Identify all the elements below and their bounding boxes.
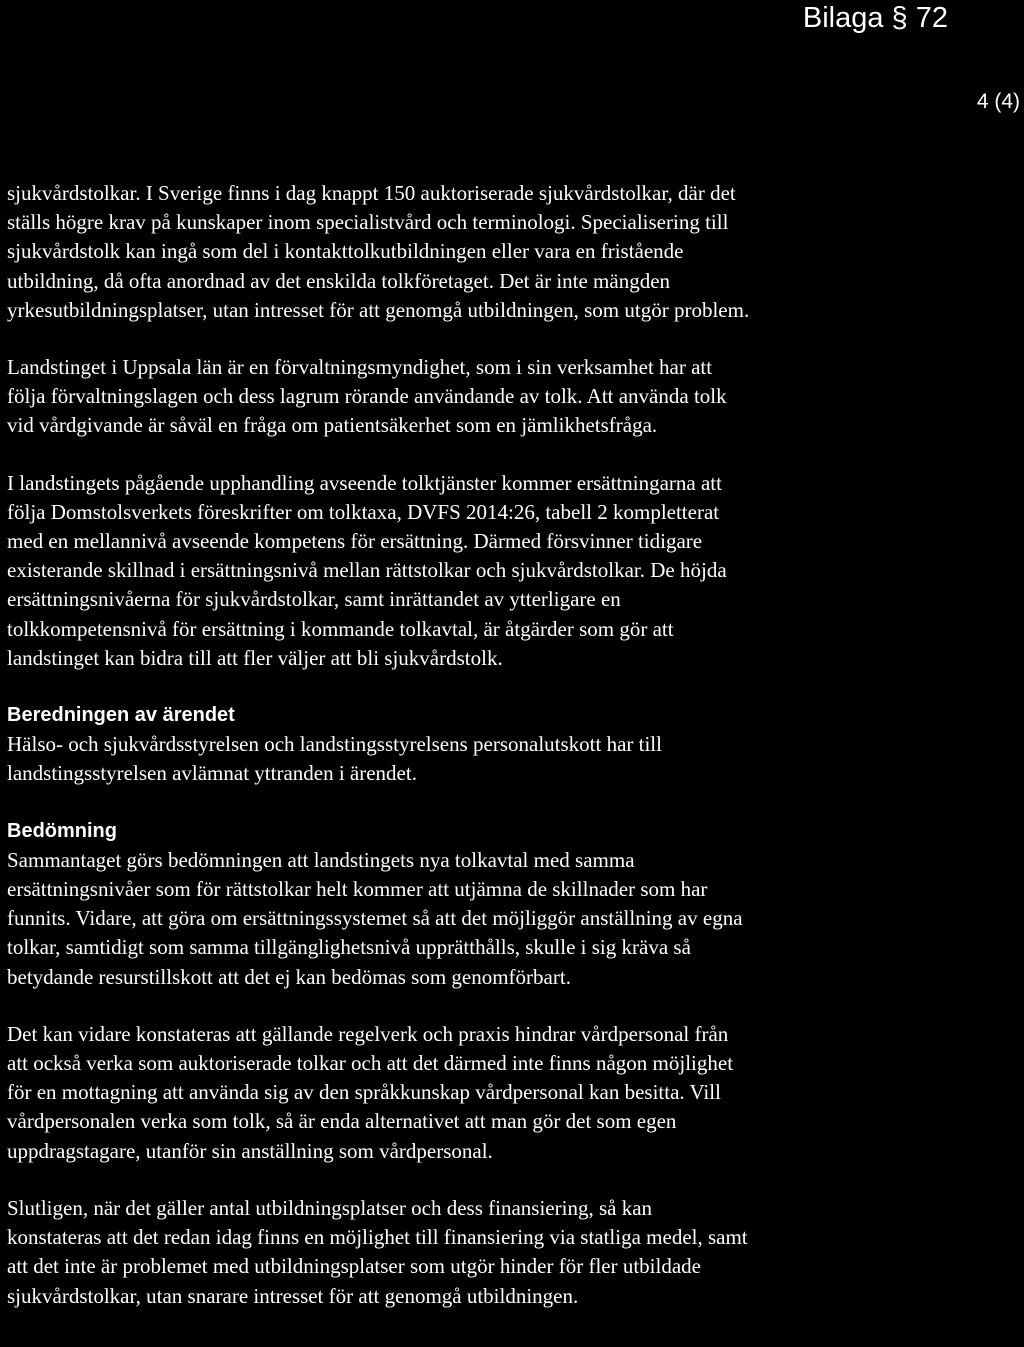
page-number: 4 (4)	[976, 90, 1020, 113]
paragraph-upphandling: I landstingets pågående upphandling avseende tolktjänster kommer ersättningarna att följa Domstolsverkets föreskrifter om tolktaxa, DVFS 2014:26, tabell 2 kompletterat med en mellannivå avseende kompetens för ersättning. Därmed försvinner tidigare existerande skillnad i ersättningsnivå mellan rättstolkar och sjukvårdstolkar. De höjda ersättningsnivåerna för sjukvårdstolkar, samt inrättandet av ytterligare en tolkkompetensnivå för ersättning i kommande tolkavtal, är åtgärder som gör att landstinget kan bidra till att fler väljer att bli sjukvårdstolk.	[7, 470, 727, 670]
bilaga-header: Bilaga § 72	[802, 2, 948, 34]
paragraph-regelverk: Det kan vidare konstateras att gällande regelverk och praxis hindrar vårdpersonal från att också verka som auktoriserade tolkar och att det därmed inte finns någon möjlighet för en mottagning att använda sig av den språkkunskap vårdpersonal kan besitta. Vill vårdpersonalen verka som tolk, så är enda alternativet att man gör det som egen uppdragstagare, utanför sin anställning som vårdpersonal.	[7, 1021, 734, 1163]
heading-bedomning: Bedömning	[7, 819, 117, 842]
heading-beredningen: Beredningen av ärendet	[7, 704, 235, 727]
document-body	[7, 179, 907, 1311]
paragraph-sjukvardstolkar: sjukvårdstolkar. I Sverige finns i dag knappt 150 auktoriserade sjukvårdstolkar, där det ställs högre krav på kunskaper inom specialistvård och terminologi. Specialisering till sjukvårdstolk kan ingå som del i kontakttolkutbildningen eller vara en fristående utbildning, då ofta anordnad av det enskilda tolkföretaget. Det är inte mängden yrkesutbildningsplatser, utan intresset för att genomgå utbildningen, som utgör problem.	[7, 181, 750, 322]
paragraph-slutligen: Slutligen, när det gäller antal utbildningsplatser och dess finansiering, så kan konstateras att det redan idag finns en möjlighet till finansiering via statliga medel, samt att det inte är problemet med utbildningsplatser som utgör hinder för fler utbildade sjukvårdstolkar, utan snarare intresset för att genomgå utbildningen.	[7, 1195, 748, 1308]
paragraph-beredningen: Hälso- och sjukvårdsstyrelsen och landstingsstyrelsens personalutskott har till landstingsstyrelsen avlämnat yttranden i ärendet.	[7, 732, 662, 786]
paragraph-bedomning: Sammantaget görs bedömningen att landstingets nya tolkavtal med samma ersättningsnivåer som för rättstolkar helt kommer att utjämna de skillnader som har funnits. Vidare, att göra om ersättningssystemet så att det möjliggör anställning av egna tolkar, samtidigt som samma tillgänglighetsnivå upprätthålls, skulle i sig kräva så betydande resurstillskott att det ej kan bedömas som genomförbart.	[7, 847, 743, 989]
paragraph-forvaltningsmyndighet: Landstinget i Uppsala län är en förvaltningsmyndighet, som i sin verksamhet har att följa förvaltningslagen och dess lagrum rörande användande av tolk. Att använda tolk vid vårdgivande är såväl en fråga om patientsäkerhet som en jämlikhetsfråga.	[7, 355, 727, 438]
